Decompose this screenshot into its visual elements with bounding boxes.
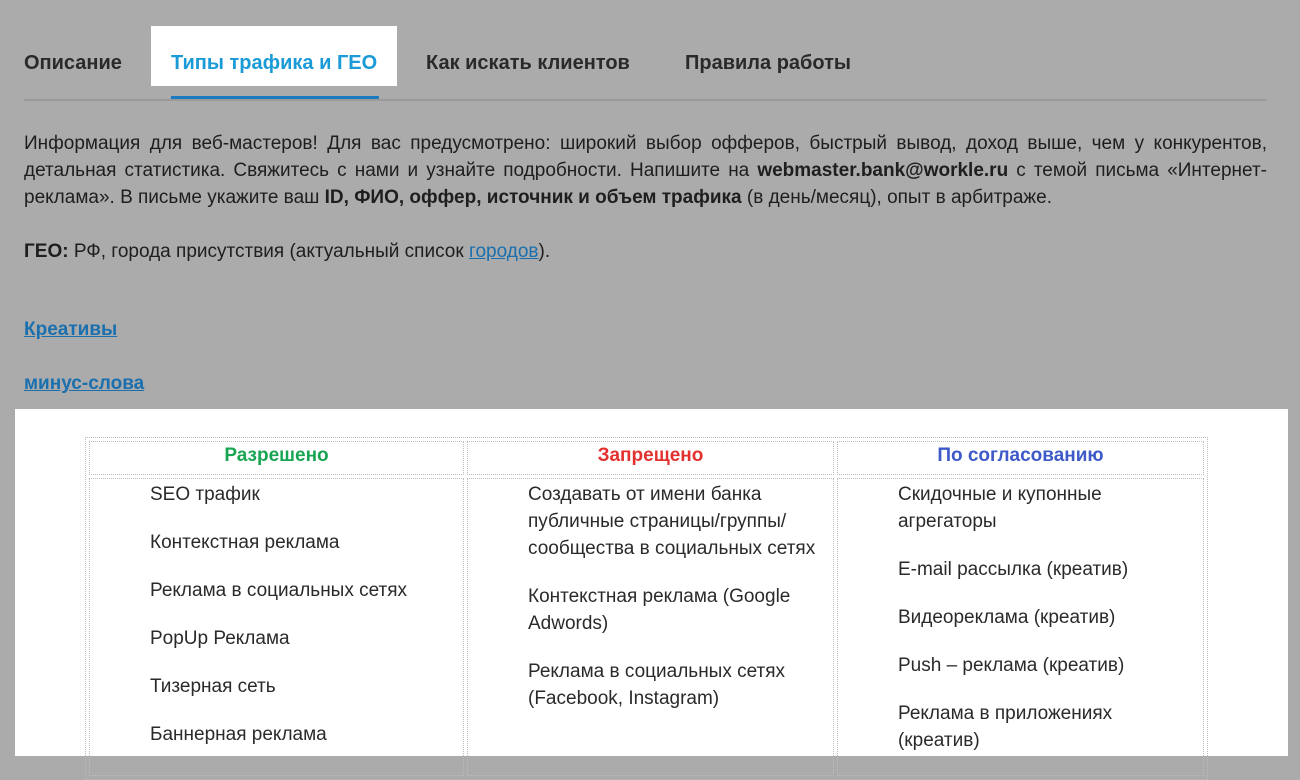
list-item: Скидочные и купонные агрегаторы: [897, 484, 1102, 532]
tab-bar: [24, 26, 1267, 101]
traffic-rules-table: [85, 437, 1208, 780]
list-item: Реклама в приложениях (креатив): [897, 703, 1113, 751]
tab-find-clients[interactable]: Как искать клиентов: [426, 52, 630, 74]
list-item: Push – реклама (креатив): [897, 655, 1125, 676]
traffic-rules-panel: [15, 409, 1288, 756]
list-item: E-mail рассылка (креатив): [897, 559, 1129, 580]
list-item: Контекстная реклама: [150, 532, 340, 553]
allowed-cell: [89, 478, 464, 776]
agreement-list: [838, 479, 1203, 754]
list-item: Создавать от имени банка публичные страницы/группы/ сообщества в социальных сетях: [528, 484, 816, 559]
minus-words-link[interactable]: минус-слова: [24, 373, 145, 394]
required-fields: ID, ФИО, оффер, источник и объем трафика: [324, 187, 742, 208]
list-item: Тизерная сеть: [150, 676, 276, 697]
list-item: Видеореклама (креатив): [897, 607, 1116, 628]
tab-work-rules[interactable]: Правила работы: [685, 52, 851, 74]
table-row: [89, 478, 1204, 776]
tab-traffic-types-geo[interactable]: Типы трафика и ГЕО: [151, 26, 397, 86]
list-item: Реклама в социальных сетях: [150, 580, 408, 601]
contact-email: webmaster.bank@workle.ru: [757, 160, 1009, 181]
header-forbidden: Запрещено: [467, 441, 834, 475]
tab-description[interactable]: Описание: [24, 52, 122, 74]
table-header-row: [89, 441, 1204, 475]
header-allowed: Разрешено: [89, 441, 464, 475]
list-item: Контекстная реклама (Google Adwords): [528, 586, 791, 634]
list-item: PopUp Реклама: [150, 628, 290, 649]
creatives-link[interactable]: Креативы: [24, 319, 118, 340]
list-item: SEO трафик: [150, 484, 260, 505]
geo-line: [24, 238, 1267, 265]
geo-tail: ).: [538, 241, 551, 262]
intro-text-3: (в день/месяц), опыт в арбитраже.: [741, 187, 1052, 208]
allowed-list: [90, 479, 463, 748]
forbidden-cell: [467, 478, 834, 776]
list-item: Реклама в социальных сетях (Facebook, Instagram): [528, 661, 786, 709]
intro-paragraph: [24, 130, 1267, 211]
intro-text: Информация для веб-мастеров! Для вас предусмотрено: широкий выбор офферов, быстрый вывод, доход выше, чем у конкурентов, детальная статистика. Свяжитесь с нами и узнайте подробности. Напишите на: [24, 133, 1267, 181]
geo-label: ГЕО:: [24, 241, 69, 262]
agreement-cell: [837, 478, 1204, 776]
header-agreement: По согласованию: [837, 441, 1204, 475]
cities-link[interactable]: городов: [468, 241, 539, 262]
intro-text-2: с темой письма «Интернет-реклама». В письме укажите ваш: [24, 160, 1267, 208]
geo-text: РФ, города присутствия (актуальный список: [68, 241, 469, 262]
tab-content: [24, 130, 1267, 394]
list-item: Баннерная реклама: [150, 724, 327, 745]
forbidden-list: [468, 479, 833, 712]
